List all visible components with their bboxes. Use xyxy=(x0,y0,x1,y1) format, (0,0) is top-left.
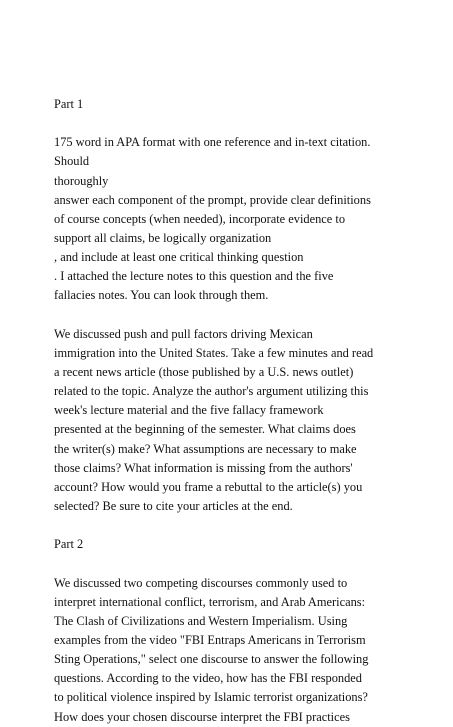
text-line: immigration into the United States. Take a few minutes and read xyxy=(54,345,374,360)
document-page xyxy=(54,95,446,727)
text-line: a recent news article (those published by a U.S. news outlet) xyxy=(54,364,354,379)
text-line: How does your chosen discourse interpret the FBI practices xyxy=(54,709,350,724)
text-line: . I attached the lecture notes to this question and the five xyxy=(54,269,334,284)
text-line: 175 word in APA format with one reference and in-text citation. xyxy=(54,135,371,150)
text-line: The Clash of Civilizations and Western Imperialism. Using xyxy=(54,613,348,628)
blank-line xyxy=(54,114,446,133)
text-line: thoroughly xyxy=(54,173,109,188)
text-line: , and include at least one critical thinking question xyxy=(54,250,304,265)
text-line: account? How would you frame a rebuttal to the article(s) you xyxy=(54,479,363,494)
text-line: support all claims, be logically organization xyxy=(54,230,272,245)
blank-line xyxy=(54,306,446,325)
text-line: answer each component of the prompt, provide clear definitions xyxy=(54,192,371,207)
text-line: Should xyxy=(54,154,90,169)
text-line: the writer(s) make? What assumptions are necessary to make xyxy=(54,441,357,456)
text-line: Sting Operations," select one discourse to answer the following xyxy=(54,652,369,667)
text-line: Part 1 xyxy=(54,97,84,111)
text-line: selected? Be sure to cite your articles at the end. xyxy=(54,498,293,513)
text-line: of course concepts (when needed), incorporate evidence to xyxy=(54,211,346,226)
text-line: related to the topic. Analyze the author's argument utilizing this xyxy=(54,384,369,399)
blank-line xyxy=(54,554,446,573)
text-line: week's lecture material and the five fallacy framework xyxy=(54,403,324,418)
text-line: those claims? What information is missing from the authors' xyxy=(54,460,353,475)
text-line: to political violence inspired by Islamic terrorist organizations? xyxy=(54,690,368,705)
text-line: We discussed push and pull factors driving Mexican xyxy=(54,326,313,341)
text-line: examples from the video "FBI Entraps Americans in Terrorism xyxy=(54,632,366,647)
text-line: presented at the beginning of the semester. What claims does xyxy=(54,422,356,437)
text-line: fallacies notes. You can look through them. xyxy=(54,288,269,303)
text-line: Part 2 xyxy=(54,537,84,552)
text-line: questions. According to the video, how has the FBI responded xyxy=(54,671,362,686)
text-line: We discussed two competing discourses commonly used to xyxy=(54,575,348,590)
text-line: interpret international conflict, terrorism, and Arab Americans: xyxy=(54,594,366,609)
blank-line xyxy=(54,516,446,535)
